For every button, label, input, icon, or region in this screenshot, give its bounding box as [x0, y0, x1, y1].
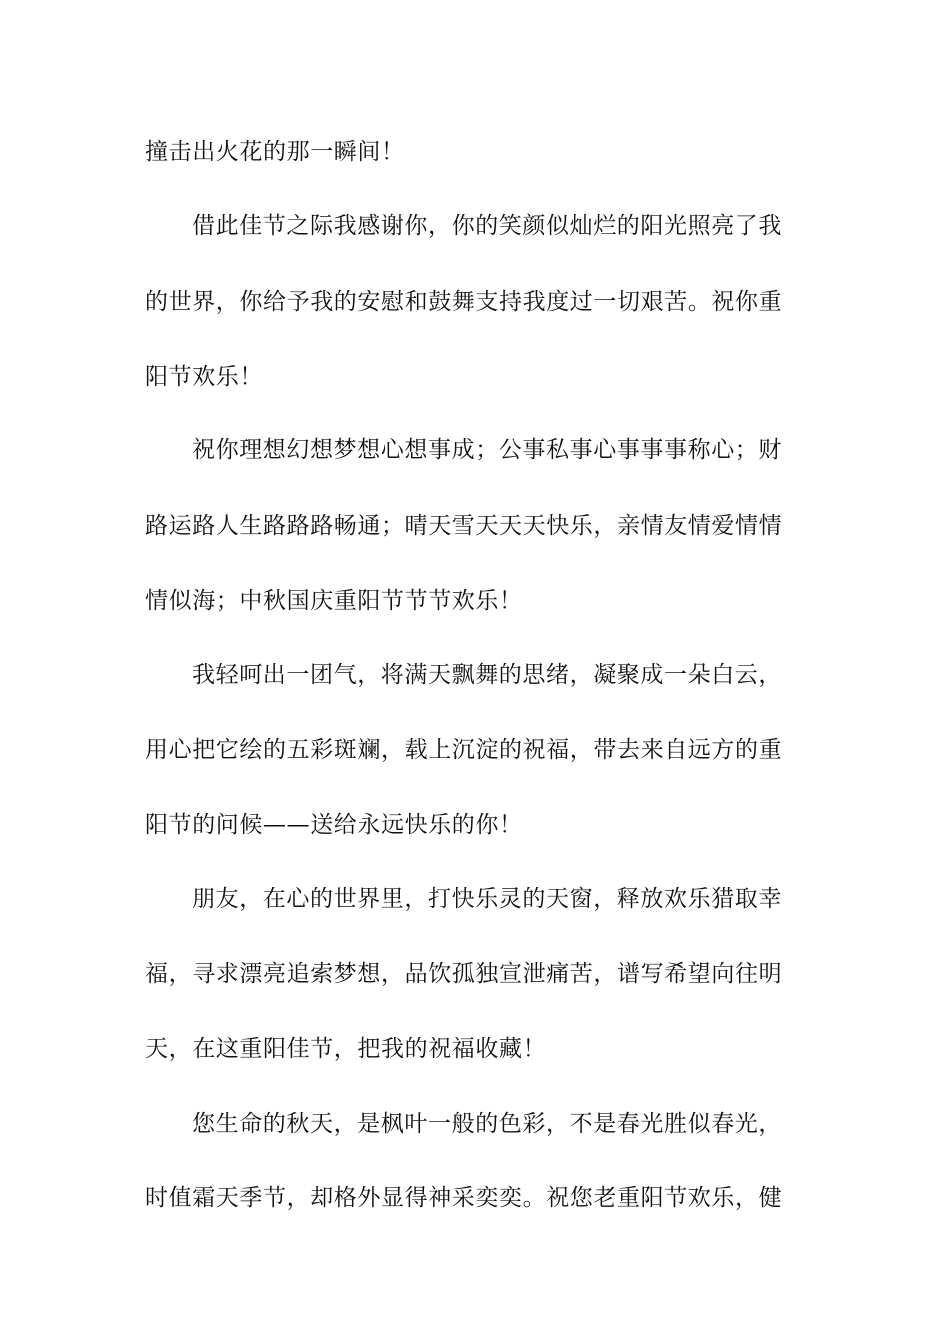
text-line: 的世界，你给予我的安慰和鼓舞支持我度过一切艰苦。祝你重: [145, 289, 783, 315]
paragraph-first-line: 我轻呵出一团气，将满天飘舞的思绪，凝聚成一朵白云，: [192, 662, 782, 688]
text-line: 时值霜天季节，却格外显得神采奕奕。祝您老重阳节欢乐，健: [145, 1185, 783, 1211]
text-line: 阳节欢乐！: [145, 364, 263, 390]
paragraph-first-line: 借此佳节之际我感谢你，你的笑颜似灿烂的阳光照亮了我: [192, 213, 782, 239]
text-line: 路运路人生路路路畅通；晴天雪天天天快乐，亲情友情爱情情: [145, 513, 783, 539]
text-line: 阳节的问候——送给永远快乐的你！: [145, 812, 523, 838]
text-line: 天，在这重阳佳节，把我的祝福收藏！: [145, 1036, 547, 1062]
text-line: 用心把它绘的五彩斑斓，载上沉淀的祝福，带去来自远方的重: [145, 737, 783, 763]
text-line: 撞击出火花的那一瞬间！: [145, 139, 405, 165]
text-line: 福，寻求漂亮追索梦想，品饮孤独宣泄痛苦，谱写希望向往明: [145, 961, 783, 987]
paragraph-first-line: 祝你理想幻想梦想心想事成；公事私事心事事事称心；财: [192, 437, 782, 463]
paragraph-first-line: 您生命的秋天，是枫叶一般的色彩，不是春光胜似春光，: [192, 1111, 782, 1137]
text-line: 情似海；中秋国庆重阳节节节欢乐！: [145, 588, 523, 614]
paragraph-first-line: 朋友，在心的世界里，打快乐灵的天窗，释放欢乐猎取幸: [192, 886, 782, 912]
